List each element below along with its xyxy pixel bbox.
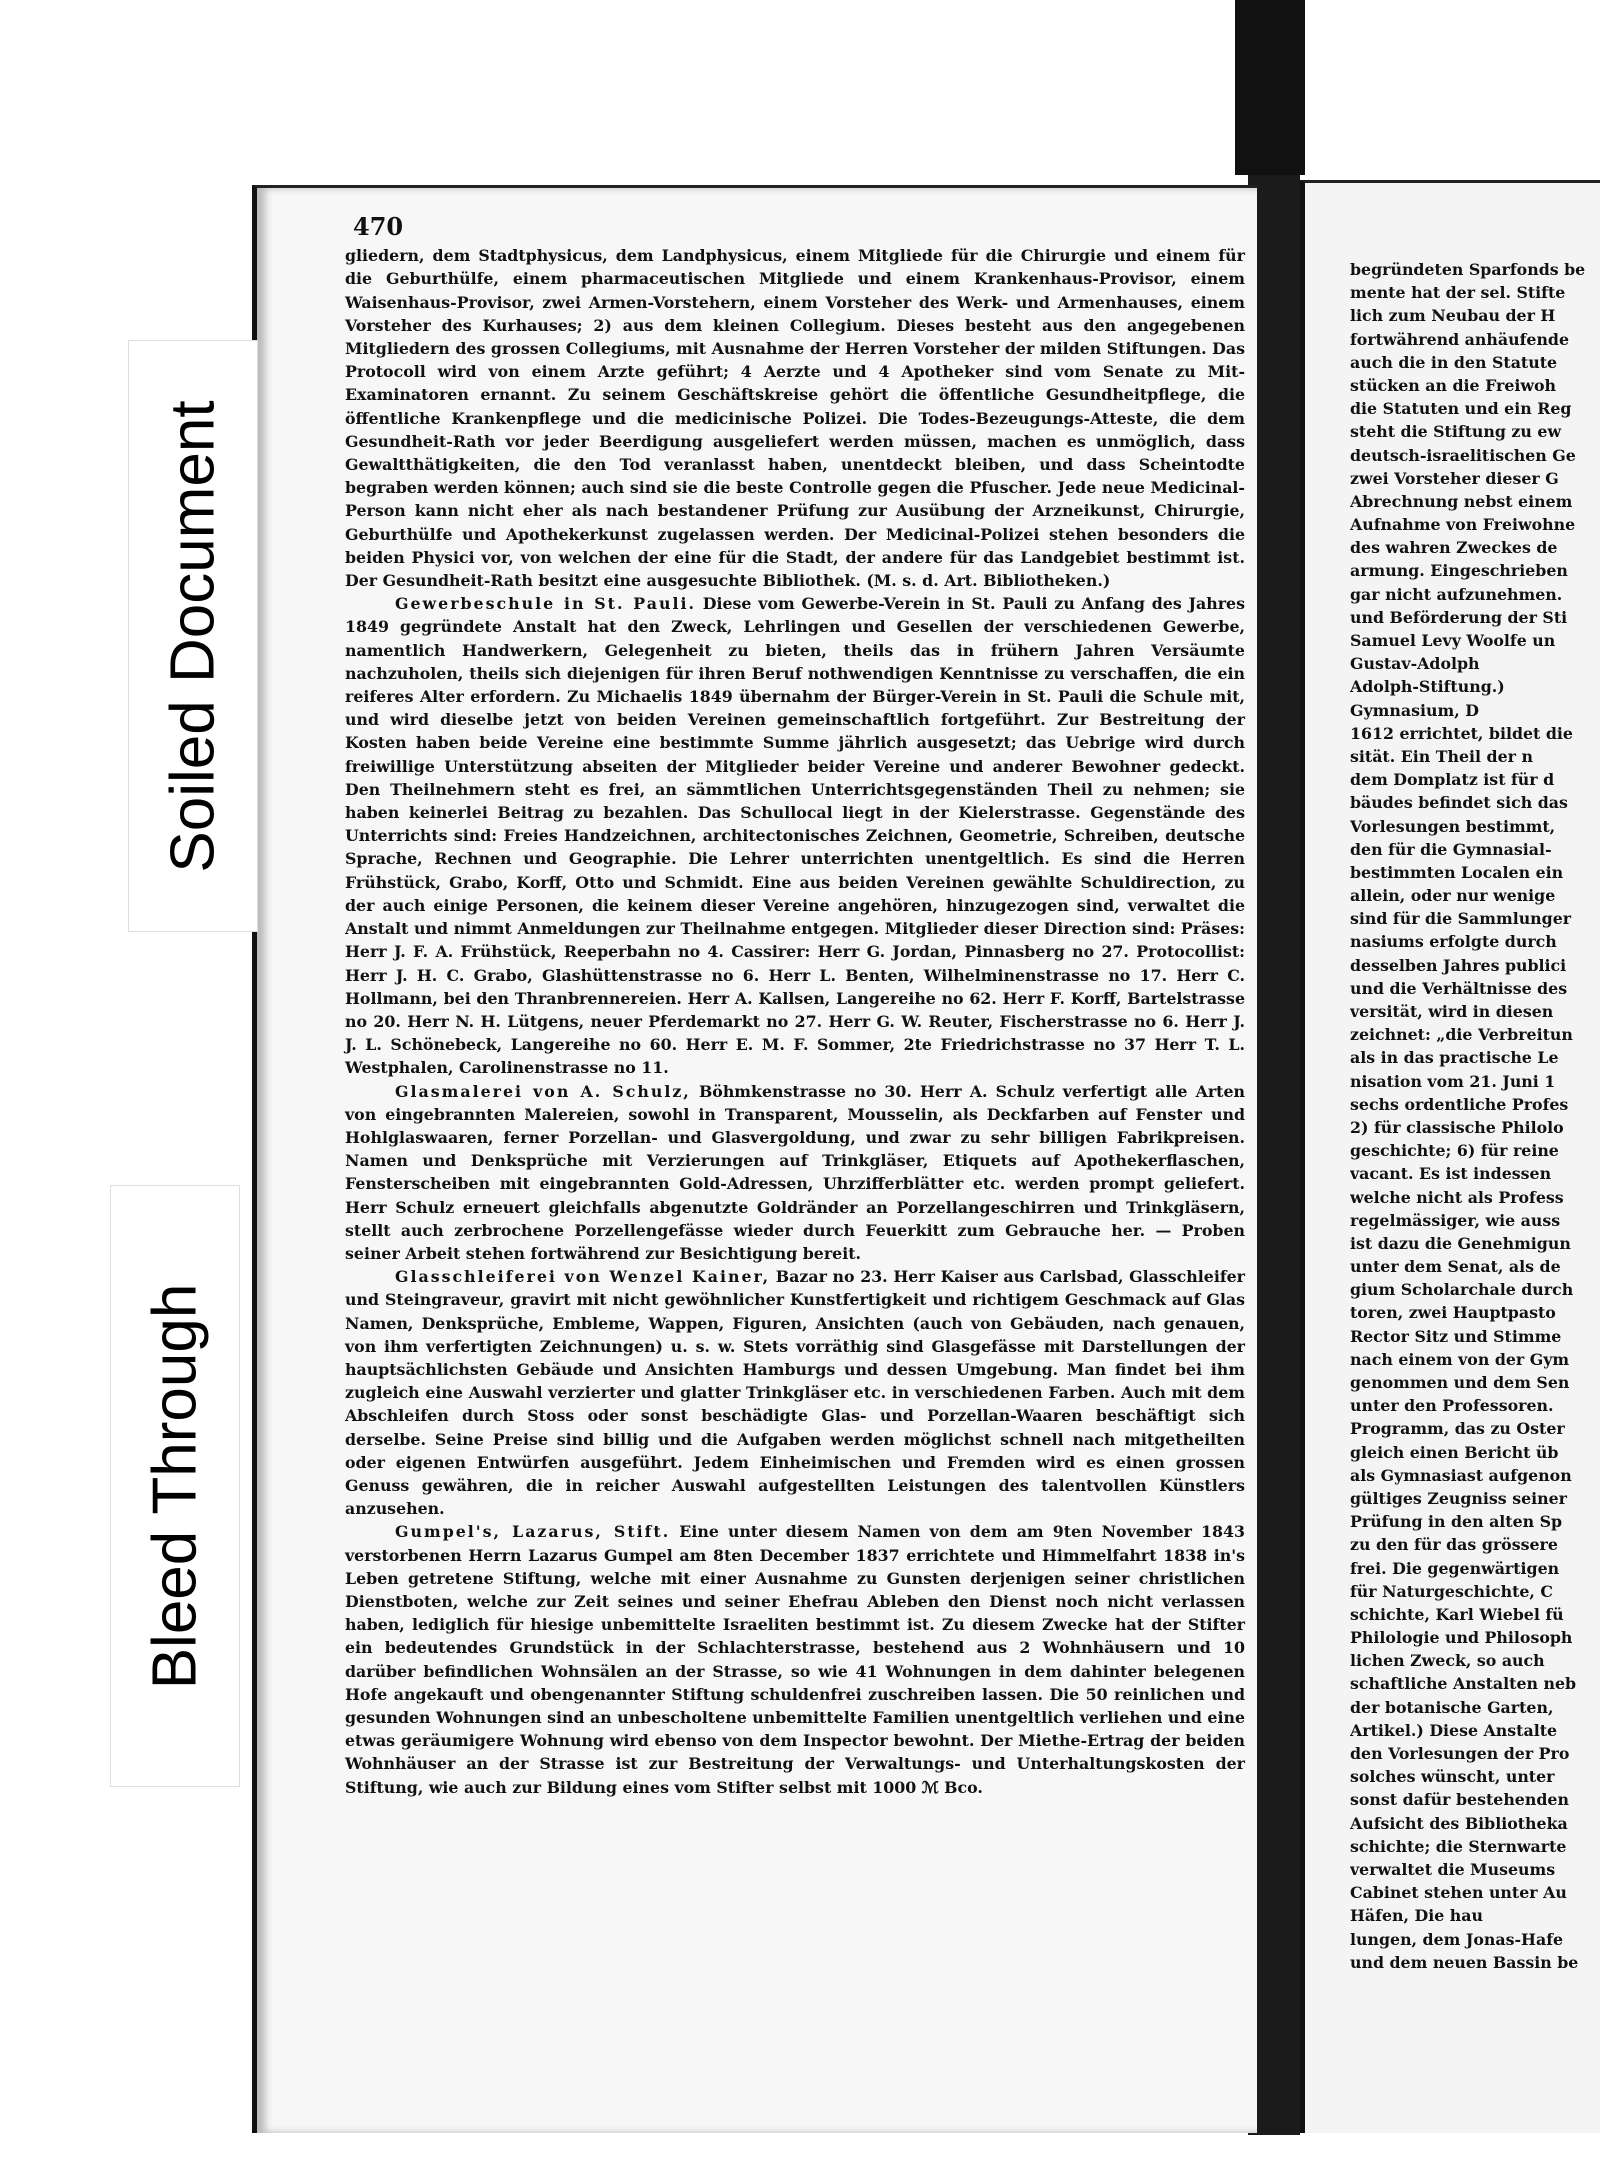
right-page-line: regelmässiger, wie auss [1350,1210,1561,1230]
entry-body: Eine unter diesem Namen von dem am 9ten November 1843 verstorbenen Herrn Lazarus Gumpel am 8ten December 1837 errichtete und Himmelfahrt 1838 in's Leben getretene Stiftung, welche mit einer Ausnahme zu Gunsten derjenigen seiner christlichen Dienstboten, welche zur Zeit seines und seiner Ehefrau Ableben den Dienst noch nicht verlassen haben, lediglich für hiesige unbemittelte Israeliten bestimmt ist. Zu diesem Zwecke hat der Stifter ein bedeutendes Grundstück in der Schlachterstrasse, bestehend aus 2 Wohnhäusern und 10 darüber befindlichen Wohnsälen an der Strasse, so wie 41 Wohnungen in dem dahinter belegenen Hofe angekauft und obengenannter Stiftung schuldenfrei zuschreiben lassen. Die 50 reinlichen und gesunden Wohnungen sind an unbescholtene unbemittelte Familien unentgeltlich verliehen und eine etwas geräumigere Wohnung wird ebenso von dem Inspector bewohnt. Der Miethe-Ertrag der beiden Wohnhäuser an der Strasse ist zur Bestreitung der Verwaltungs- und Unterhaltungskosten der Stiftung, wie auch zur Bildung eines vom Stifter selbst mit 1000 ℳ Bco. [345,1522,1245,1797]
right-page-line: 1612 errichtet, bildet die [1350,723,1573,743]
entry-gumpel-stift [345,1520,1245,1798]
intro-paragraph: gliedern, dem Stadtphysicus, dem Landphysicus, einem Mitgliede für die Chirurgie und einem für die Geburthülfe, einem pharmaceutischen Mitgliede und einem Krankenhaus-Provisor, einem Waisenhaus-Provisor, zwei Armen-Vorstehern, einem Vorsteher des Werk- und Armenhauses, einem Vorsteher des Kurhauses; 2) aus dem kleinen Collegium. Dieses besteht aus den angegebenen Mitgliedern des grossen Collegiums, mit Ausnahme der Herren Vorsteher der milden Stiftungen. Das Protocoll wird von einem Arzte geführt; 4 Aerzte und 4 Apotheker sind vom Senate zu Mit-Examinatoren ernannt. Zu seinem Geschäftskreise gehört die öffentliche Gesundheitpflege, die öffentliche Krankenpflege und die medicinische Polizei. Die Todes-Bezeugungs-Atteste, die dem Gesundheit-Rath vor jeder Beerdigung ausgeliefert werden müssen, machen es unmöglich, dass Gewaltthätigkeiten, die den Tod veranlasst haben, unentdeckt bleiben, und dass Scheintodte begraben werden können; auch sind sie die beste Controlle gegen die Pfuscher. Jede neue Medicinal-Person kann nicht eher als nach bestandener Prüfung zur Ausübung der Arzneikunst, Chirurgie, Geburthülfe und Apothekerkunst zugelassen werden. Der Medicinal-Polizei stehen besonders die beiden Physici vor, von welchen der eine für die Stadt, der andere für das Landgebiet bestimmt ist. Der Gesundheit-Rath besitzt eine ausgesuchte Bibliothek. (M. s. d. Art. Bibliotheken.) [345,246,1245,591]
right-page-line: frei. Die gegenwärtigen [1350,1558,1560,1578]
right-page-line: der botanische Garten, [1350,1697,1554,1717]
right-page-line: dem Domplatz ist für d [1350,770,1555,790]
soiled-document-label [128,340,258,932]
right-page-line: und die Verhältnisse des [1350,978,1568,998]
right-page-line: genommen und dem Sen [1350,1373,1570,1392]
right-page-line: gültiges Zeugniss seiner [1350,1488,1568,1508]
right-page-line: Gustav-Adolph [1350,654,1480,674]
right-page-line: verwaltet die Museums [1350,1859,1556,1879]
right-page-line: Programm, das zu Oster [1350,1419,1565,1439]
right-page-line: Gymnasium, D [1350,700,1479,720]
right-page-line: Adolph-Stiftung.) [1350,677,1505,697]
right-page-line: für Naturgeschichte, C [1350,1581,1553,1601]
entry-gewerbeschule [345,592,1245,1079]
right-page-line: sind für die Sammlunger [1350,909,1572,929]
right-page-line: deutsch-israelitischen Ge [1350,445,1576,465]
right-page-line: nasiums erfolgte durch [1350,932,1557,952]
entry-glasmalerei [345,1080,1245,1266]
right-page-line: zu den für das grössere [1350,1535,1558,1555]
right-page-line: steht die Stiftung zu ew [1350,422,1562,442]
right-page-line: schichte, Karl Wiebel fü [1350,1604,1564,1624]
right-page-line: lichen Zweck, so auch [1350,1651,1545,1671]
right-page-line: toren, zwei Hauptpasto [1350,1303,1556,1323]
right-page-line: unter dem Senat, als de [1350,1257,1561,1277]
right-page-line: mente hat der sel. Stifte [1350,283,1566,303]
right-page-line: gium Scholarchale durch [1350,1280,1574,1300]
right-page-line: armung. Eingeschrieben [1350,561,1568,581]
right-page-line: Abrechnung nebst einem [1350,491,1573,511]
right-page-line: lungen, dem Jonas-Hafe [1350,1929,1564,1949]
entry-heading: Gewerbeschule in St. Pauli. [395,594,696,614]
right-page-line: fortwährend anhäufende [1350,329,1570,349]
right-page-line: desselben Jahres publici [1350,955,1567,975]
right-page-line: ist dazu die Genehmigun [1350,1233,1571,1253]
right-page-line: sechs ordentliche Profes [1350,1094,1569,1114]
right-page-line: Aufsicht des Bibliotheka [1350,1813,1568,1833]
right-page-line: gar nicht aufzunehmen. [1350,584,1563,604]
right-page-line: die Statuten und ein Reg [1350,399,1572,419]
right-page-line: Rector Sitz und Stimme [1350,1326,1562,1346]
right-page-line: und dem neuen Bassin be [1350,1952,1579,1972]
right-page-line: gleich einen Bericht üb [1350,1442,1559,1462]
right-page-line: zeichnet: „die Verbreitun [1350,1025,1573,1045]
page-number: 470 [353,212,404,241]
right-page-line: sität. Ein Theil der n [1350,746,1533,766]
entry-heading: Glasmalerei von A. Schulz, [395,1081,691,1101]
right-page-line: unter den Professoren. [1350,1396,1554,1416]
right-page-line: vacant. Es ist indessen [1350,1164,1552,1184]
right-page-line: des wahren Zweckes de [1350,538,1558,558]
right-page-line: Artikel.) Diese Anstalte [1350,1720,1558,1740]
bleed-label-text: Bleed Through [140,1283,210,1689]
right-page-line: versität, wird in diesen [1350,1002,1554,1021]
bleed-through-label [110,1185,240,1787]
right-page-line: nisation vom 21. Juni 1 [1350,1071,1556,1091]
entry-heading: Glasschleiferei von Wenzel Kainer, [395,1267,771,1287]
right-page-line: allein, oder nur wenige [1350,886,1556,906]
right-page-line: Cabinet stehen unter Au [1350,1883,1567,1903]
entry-body: Böhmkenstrasse no 30. Herr A. Schulz verfertigt alle Arten von eingebrannten Malereien, sowohl in Transparent, Mousselin, als Deckfarben auf Fenster und Hohlglaswaaren, ferner Porzellan- und Glasvergoldung, und zwar zu sehr billigen Fabrikpreisen. Namen und Denksprüche mit Verzierungen auf Trinkgläser, Etiquets auf Apothekerflaschen, Fensterscheiben mit eingebrannten Gold-Adressen, Uhrzifferblätter etc. werden prompt geliefert. Herr Schulz erneuert gleichfalls abgenutzte Goldränder an Porzellangeschirren und Trinkgläsern, stellt auch zerbrochene Porzellengefässe wieder durch Feuerkitt zum Gebrauche her. — Proben seiner Arbeit stehen fortwährend zur Besichtigung bereit. [345,1081,1246,1263]
right-page-line: und Beförderung der Sti [1350,607,1568,627]
binding-shadow [1235,0,1305,175]
right-page-line: schaftliche Anstalten neb [1350,1674,1577,1694]
entry-glasschleiferei [345,1265,1245,1520]
right-page-line: sonst dafür bestehenden [1350,1790,1569,1810]
right-page-line: zwei Vorsteher dieser G [1350,468,1559,488]
right-page-line: den Vorlesungen der Pro [1350,1744,1570,1763]
right-page-text [1350,258,1600,1974]
right-page-line: solches wünscht, unter [1350,1767,1555,1787]
right-page-line: den für die Gymnasial- [1350,839,1552,859]
right-page-line: bestimmten Localen ein [1350,862,1564,882]
right-page-line: als in das practische Le [1350,1048,1559,1068]
left-page-text [345,212,1246,1799]
right-page-line: Häfen, Die hau [1350,1906,1483,1926]
right-page-line: 2) für classische Philolo [1350,1117,1564,1137]
right-page-line: als Gymnasiast aufgenon [1350,1465,1572,1485]
right-page-line: begründeten Sparfonds be [1350,260,1586,279]
entry-heading: Gumpel's, Lazarus, Stift. [395,1522,671,1542]
right-page-line: Philologie und Philosoph [1350,1628,1573,1648]
right-page-line: geschichte; 6) für reine [1350,1141,1559,1161]
right-page-line: Vorlesungen bestimmt, [1350,816,1556,836]
right-page-line: Prüfung in den alten Sp [1350,1512,1563,1532]
soiled-label-text: Soiled Document [158,399,228,873]
right-page-line: stücken an die Freiwoh [1350,375,1557,395]
right-page-line: bäudes befindet sich das [1350,793,1568,813]
entry-body: Diese vom Gewerbe-Verein in St. Pauli zu Anfang des Jahres 1849 gegründete Anstalt hat den Zweck, Lehrlingen und Gesellen der verschiedenen Gewerbe, namentlich Handwerkern, Gelegenheit zu bieten, theils das in frühern Jahren Versäumte nachzuholen, theils sich diejenigen für ihren Beruf nothwendigen Kenntnisse zu verschaffen, die ein reiferes Alter erfordern. Zu Michaelis 1849 übernahm der Bürger-Verein in St. Pauli die Schule mit, und wird dieselbe jetzt von beiden Vereinen gemeinschaftlich fortgeführt. Zur Bestreitung der Kosten haben beide Vereine eine bestimmte Summe jährlich ausgesetzt; das Uebrige wird durch freiwillige Unterstützung abseiten der Mitglieder beider Vereine und anderer Bewohner gedeckt. Den Theilnehmern steht es frei, an sämmtlichen Unterrichtsgegenständen Theil zu nehmen; sie haben keinerlei Beitrag zu bezahlen. Das Schullocal liegt in der Kielerstrasse. Gegenstände des Unterrichts sind: Freies Handzeichnen, architectonisches Zeichnen, Geometrie, Schreiben, deutsche Sprache, Rechnen und Geographie. Die Lehrer unterrichten unentgeltlich. Es sind die Herren Frühstück, Grabo, Korff, Otto und Schmidt. Eine aus beiden Vereinen gewählte Schuldirection, zu der auch einige Personen, die keinem dieser Vereine angehören, hinzugezogen sind, verwaltet die Anstalt und nimmt Anmeldungen zur Theilnahme entgegen. Mitglieder dieser Direction sind: Präses: Herr J. F. A. Frühstück, Reeperbahn no 4. Cassirer: Herr G. Jordan, Pinnasberg no 27. Protocollist: Herr J. H. C. Grabo, Glashüttenstrasse no 6. Herr L. Benten, Wilhelminenstrasse no 17. Herr C. Hollmann, bei den Thranbrennereien. Herr A. Kallsen, Langereihe no 62. Herr F. Korff, Bartelstrasse no 20. Herr N. H. Lütgens, neuer Pferdemarkt no 27. Herr G. W. Reuter, Fischerstrasse no 6. Herr J. J. L. Schönebeck, Langereihe no 60. Herr E. M. F. Sommer, 2te Friedrichstrasse no 37 Herr T. L. Westphalen, Carolinenstrasse no 11. [345,594,1245,1078]
right-page-line: Aufnahme von Freiwohne [1350,515,1576,535]
right-page-line: welche nicht als Profess [1350,1187,1564,1207]
right-page-line: Samuel Levy Woolfe un [1350,631,1556,650]
right-page-line: nach einem von der Gym [1350,1349,1570,1369]
right-page-line: lich zum Neubau der H [1350,306,1556,326]
right-page-line: schichte; die Sternwarte [1350,1836,1567,1856]
entry-body: Bazar no 23. Herr Kaiser aus Carlsbad, Glasschleifer und Steingraveur, gravirt mit nicht gewöhnlicher Kunstfertigkeit und richtigem Geschmack auf Glas Namen, Denksprüche, Embleme, Wappen, Figuren, Ansichten (auch von Gebäuden, nach genauen, von ihm verfertigten Zeichnungen) u. s. w. Stets vorräthig sind Glasgefässe mit Darstellungen der hauptsächlichsten Gebäude und Ansichten Hamburgs und dessen Umgebung. Man findet bei ihm zugleich eine Auswahl verzierter und glatter Trinkgläser etc. in verschiedenen Farben. Auch mit dem Abschleifen durch Stoss oder sonst beschädigte Glas- und Porzellan-Waaren beschäftigt sich derselbe. Seine Preise sind billig und die Aufgaben werden möglichst schnell nach mitgetheilten oder eigenen Entwürfen ausgeführt. Jedem Einheimischen und Fremden wird es einen grossen Genuss gewähren, die in reicher Auswahl aufgestellten Leistungen des talentvollen Künstlers anzusehen. [345,1267,1245,1519]
right-page-line: auch die in den Statute [1350,352,1558,372]
